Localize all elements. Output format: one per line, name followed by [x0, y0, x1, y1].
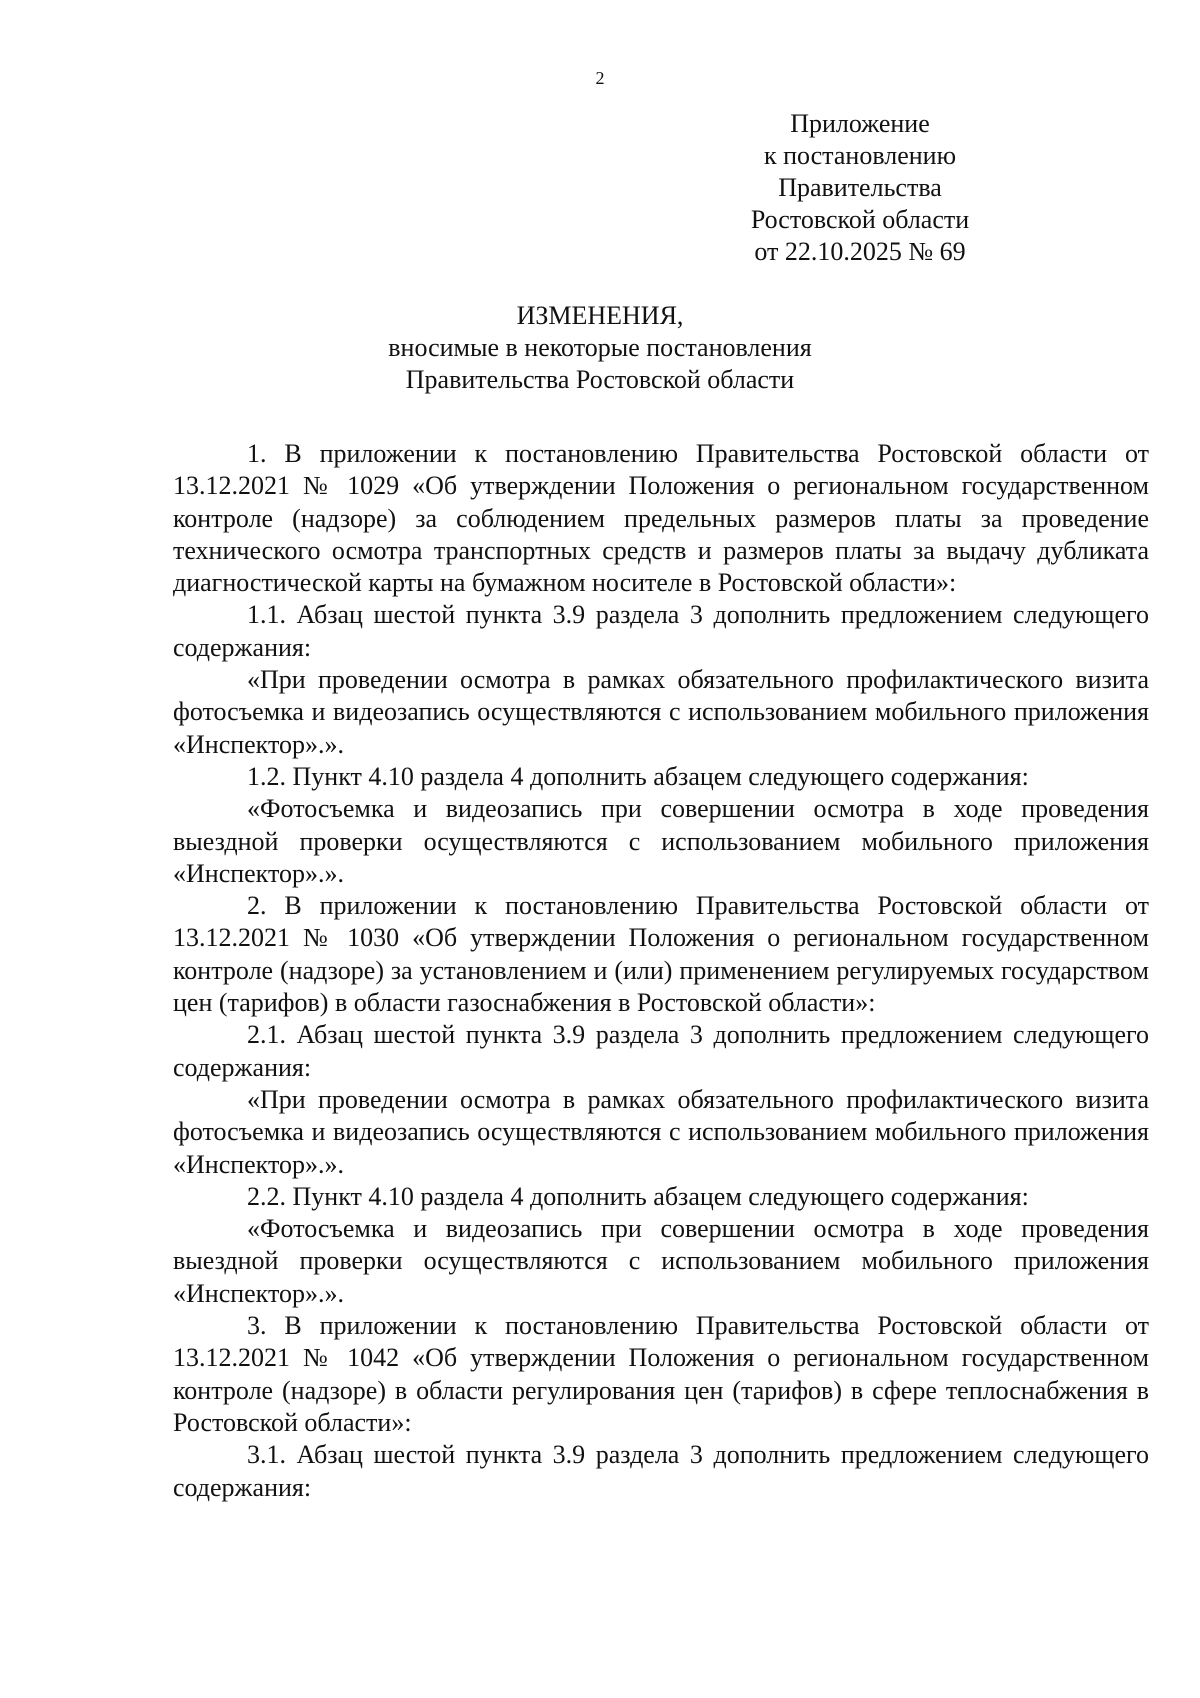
page-number: 2 — [595, 68, 605, 88]
title-heading: ИЗМЕНЕНИЯ, — [516, 301, 684, 330]
appendix-line: Правительства — [778, 173, 942, 202]
paragraph-quote: «При проведении осмотра в рамках обязательного профилактического визита фотосъемка и видеозапись осуществляются с использованием мобильного приложения «Инспектор».». — [173, 1084, 1149, 1179]
appendix-line: к постановлению — [763, 141, 957, 170]
paragraph-2-2: 2.2. Пункт 4.10 раздела 4 дополнить абзацем следующего содержания: — [247, 1181, 1029, 1211]
paragraph-3-1: 3.1. Абзац шестой пункта 3.9 раздела 3 дополнить предложением следующего содержания: — [173, 1440, 1149, 1502]
paragraph-quote: «При проведении осмотра в рамках обязательного профилактического визита фотосъемка и видеозапись осуществляются с использованием мобильного приложения «Инспектор».». — [173, 665, 1149, 759]
paragraph-2: 2. В приложении к постановлению Правительства Ростовской области от 13.12.2021 № 1030 «Об утверждении Положения о региональном государственном контроле (надзоре) за установлением и (или) применением регулируемых государством цен (тарифов) в области газоснабжения в Ростовской области»: — [173, 891, 1149, 1018]
paragraph-quote: «Фотосъемка и видеозапись при совершении осмотра в ходе проведения выездной проверки осуществляются с использованием мобильного приложения «Инспектор».». — [173, 1214, 1149, 1308]
paragraph-3: 3. В приложении к постановлению Правительства Ростовской области от 13.12.2021 № 1042 «Об утверждении Положения о региональном государственном контроле (надзоре) в области регулирования цен (тарифов) в сфере теплоснабжения в Ростовской области»: — [173, 1311, 1149, 1437]
appendix-line: Приложение — [790, 109, 930, 138]
appendix-line: от 22.10.2025 № 69 — [754, 237, 966, 266]
paragraph-1-2: 1.2. Пункт 4.10 раздела 4 дополнить абзацем следующего содержания: — [247, 761, 1029, 791]
paragraph-quote: «Фотосъемка и видеозапись при совершении осмотра в ходе проведения выездной проверки осуществляются с использованием мобильного приложения «Инспектор».». — [173, 794, 1149, 888]
title-subtitle: Правительства Ростовской области — [405, 365, 795, 394]
paragraph-1: 1. В приложении к постановлению Правительства Ростовской области от 13.12.2021 № 1029 «Об утверждении Положения о региональном государственном контроле (надзоре) за соблюдением предельных размеров платы за проведение технического осмотра транспортных средств и размеров платы за выдачу дубликата диагностической карты на бумажном носителе в Ростовской области»: — [173, 439, 1149, 598]
appendix-block — [710, 108, 1010, 268]
paragraph-1-1: 1.1. Абзац шестой пункта 3.9 раздела 3 дополнить предложением следующего содержания: — [173, 600, 1149, 662]
paragraph-2-1: 2.1. Абзац шестой пункта 3.9 раздела 3 дополнить предложением следующего содержания: — [173, 1020, 1149, 1082]
appendix-line: Ростовской области — [750, 205, 970, 234]
document-body — [173, 438, 1149, 1504]
title-subtitle: вносимые в некоторые постановления — [388, 333, 812, 362]
document-title — [0, 300, 1200, 396]
